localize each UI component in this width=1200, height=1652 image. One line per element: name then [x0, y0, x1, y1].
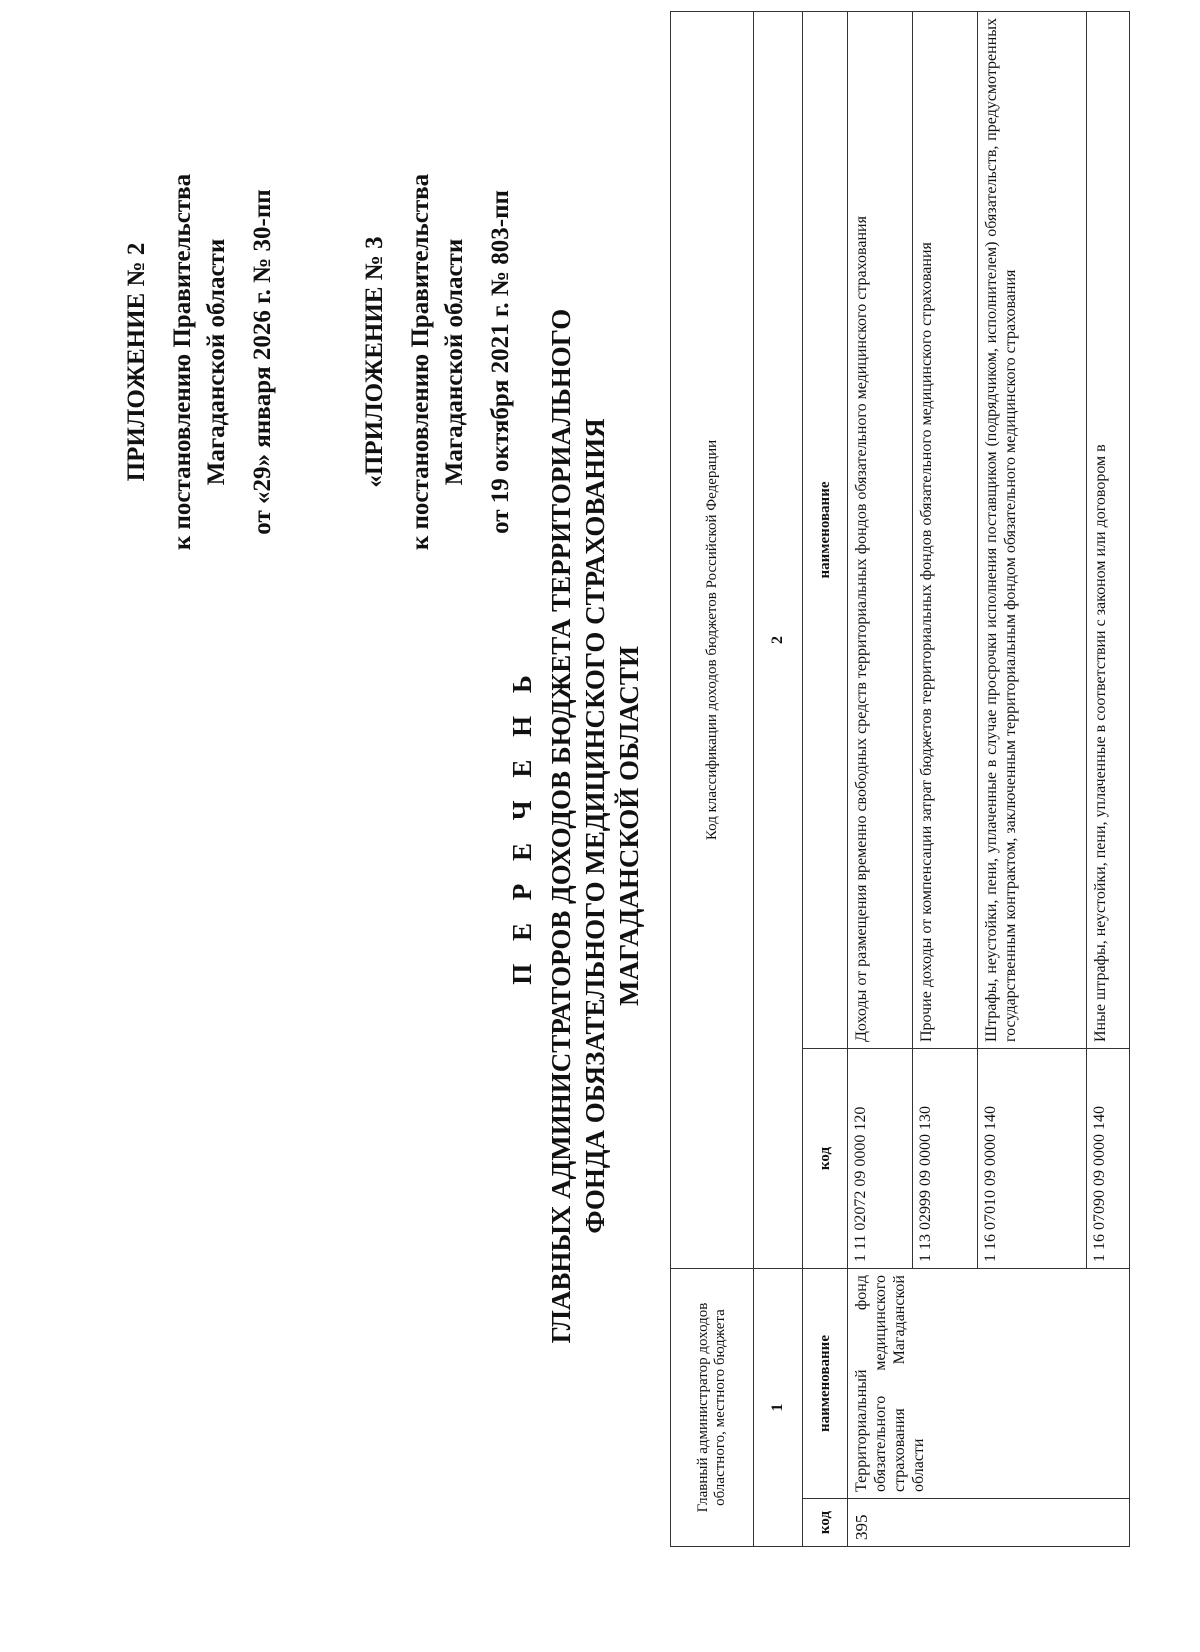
group1-number: 1 — [754, 1269, 803, 1547]
table-number-row — [754, 11, 803, 1546]
admin-code-cell: 395 — [848, 1499, 1130, 1547]
row-code-cell: 1 11 02072 09 0000 120 — [848, 1049, 913, 1269]
administrators-table — [670, 11, 1130, 1547]
row-name-cell: Штрафы, неустойки, пени, уплаченные в случае просрочки исполнения поставщиком (подрядчиком, исполнителем) обязательств, предусмотренных государственным контрактом, заключенным территориальным фондом обязательного медицинского страхования — [978, 11, 1087, 1048]
appendix-new-header — [120, 122, 280, 602]
title-line3: ФОНДА ОБЯЗАТЕЛЬНОГО МЕДИЦИНСКОГО СТРАХОВАНИЯ — [580, 418, 610, 1234]
row-code-cell: 1 13 02999 09 0000 130 — [913, 1049, 978, 1269]
table-row — [848, 11, 913, 1546]
row-code-cell: 1 16 07090 09 0000 140 — [1087, 1049, 1130, 1269]
appendix-new-line4: от «29» января 2026 г. № 30-пп — [249, 189, 276, 535]
document-title — [500, 0, 646, 1652]
title-line2: ГЛАВНЫХ АДМИНИСТРАТОРОВ ДОХОДОВ БЮДЖЕТА ТЕРРИТОРИАЛЬНОГО — [546, 308, 576, 1344]
table-group-header-row — [671, 11, 754, 1546]
column-code-header: код — [803, 1499, 848, 1547]
appendix-new-line2: к постановлению Правительства — [169, 173, 196, 551]
appendix-new-line1: ПРИЛОЖЕНИЕ № 2 — [123, 242, 150, 482]
group2-number: 2 — [754, 11, 803, 1268]
group2-header: Код классификации доходов бюджетов Российской Федерации — [671, 11, 754, 1268]
row-name-cell: Иные штрафы, неустойки, пени, уплаченные в соответствии с законом или договором в — [1087, 11, 1130, 1048]
column-code2-header: код — [803, 1049, 848, 1269]
row-name-cell: Прочие доходы от компенсации затрат бюджетов территориальных фондов обязательного медицинского страхования — [913, 11, 978, 1048]
appendix-old-line3: Магаданской области — [441, 238, 468, 486]
appendix-new-line3: Магаданской области — [203, 238, 230, 486]
title-line1: П Е Р Е Ч Е Н Ь — [507, 667, 537, 985]
column-name2-header: наименование — [803, 11, 848, 1048]
row-name-cell: Доходы от размещения временно свободных средств территориальных фондов обязательного медицинского страхования — [848, 11, 913, 1048]
appendix-old-line1: «ПРИЛОЖЕНИЕ № 3 — [361, 236, 388, 488]
group1-header: Главный администратор доходов областного, местного бюджета — [671, 1269, 754, 1547]
appendix-old-line2: к постановлению Правительства — [407, 173, 434, 551]
title-line4: МАГАДАНСКОЙ ОБЛАСТИ — [614, 646, 644, 1006]
appendix-old-line4: от 19 октября 2021 г. № 803-пп — [487, 190, 514, 534]
table-column-header-row — [803, 11, 848, 1546]
appendix-old-header — [358, 122, 518, 602]
row-code-cell: 1 16 07010 09 0000 140 — [978, 1049, 1087, 1269]
admin-name-cell: Территориальный фонд обязательного медицинского страхования Магаданской области — [848, 1269, 1130, 1499]
column-name-header: наименование — [803, 1269, 848, 1499]
